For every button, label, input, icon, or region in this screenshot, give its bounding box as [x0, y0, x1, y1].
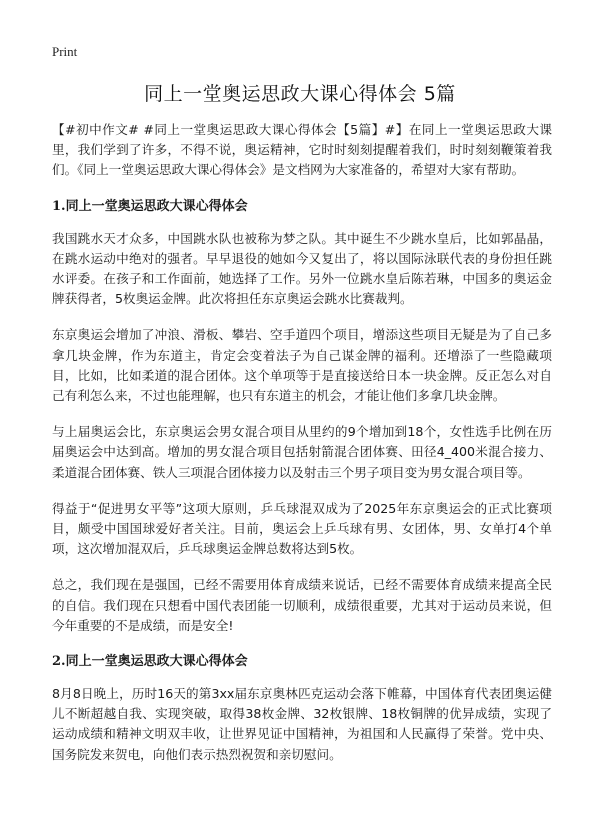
- intro-paragraph: 【#初中作文# #同上一堂奥运思政大课心得体会【5篇】#】在同上一堂奥运思政大课里，我们学到了许多，不得不说，奥运精神，它时时刻刻提醒着我们，时时刻刻鞭策着我们。《同上一堂奥运思政大课心得体会》是文档网为大家准备的，希望对大家有帮助。: [52, 122, 552, 178]
- section-paragraph: 与上届奥运会比，东京奥运会男女混合项目从里约的9个增加到18个，女性选手比例在历届奥运会中达到高。增加的男女混合项目包括射箭混合团体赛、田径4_400米混合接力、柔道混合团体赛、铁人三项混合团体接力以及射击三个男子项目变为男女混合项目等。: [52, 424, 552, 480]
- document-body: [52, 120, 552, 781]
- print-link[interactable]: Print: [52, 44, 78, 59]
- section-paragraph: 我国跳水天才众多，中国跳水队也被称为梦之队。其中诞生不少跳水皇后，比如郭晶晶，在跳水运动中绝对的强者。早早退役的她如今又复出了，将以国际泳联代表的身份担任跳水评委。在孩子和工作面前，她选择了工作。另外一位跳水皇后陈若琳，中国多的奥运金牌获得者，5枚奥运金牌。此次将担任东京奥运会跳水比赛裁判。: [52, 230, 552, 307]
- section-paragraph: 总之，我们现在是强国，已经不需要用体育成绩来说话，已经不需要体育成绩来提高全民的自信。我们现在只想看中国代表团能一切顺利，成绩很重要，尤其对于运动员来说，但今年重要的不是成绩，而是安全!: [52, 577, 552, 633]
- section-heading: 1.同上一堂奥运思政大课心得体会: [52, 198, 248, 214]
- section-paragraph: 东京奥运会增加了冲浪、滑板、攀岩、空手道四个项目，增添这些项目无疑是为了自己多拿几块金牌，作为东道主，肯定会变着法子为自己谋金牌的福利。还增添了一些隐藏项目，比如，比如柔道的混合团体。这个单项等于是直接送给日本一块金牌。反正怎么对自己有利怎么来，不过也能理解，也只有东道主的机会，才能让他们多拿几块金牌。: [52, 327, 552, 404]
- section-heading: 2.同上一堂奥运思政大课心得体会: [52, 654, 248, 670]
- section-1: [52, 197, 552, 636]
- document-title: 同上一堂奥运思政大课心得体会 5篇: [144, 83, 456, 105]
- section-2: [52, 652, 552, 765]
- section-paragraph: 得益于“促进男女平等”这项大原则，乒乓球混双成为了2025年东京奥运会的正式比赛项目，颇受中国国球爱好者关注。目前，奥运会上乒乓球有男、女团体，男、女单打4个单项，这次增加混双后，乒乓球奥运金牌总数将达到5枚。: [52, 500, 552, 557]
- section-paragraph: 8月8日晚上，历时16天的第3xx届东京奥林匹克运动会落下帷幕，中国体育代表团奥运健儿不断超越自我、实现突破，取得38枚金牌、32枚银牌、18枚铜牌的优异成绩，实现了运动成绩和精神文明双丰收，让世界见证中国精神，为祖国和人民赢得了荣誉。党中央、国务院发来贺电，向他们表示热烈祝贺和亲切慰问。: [52, 686, 552, 762]
